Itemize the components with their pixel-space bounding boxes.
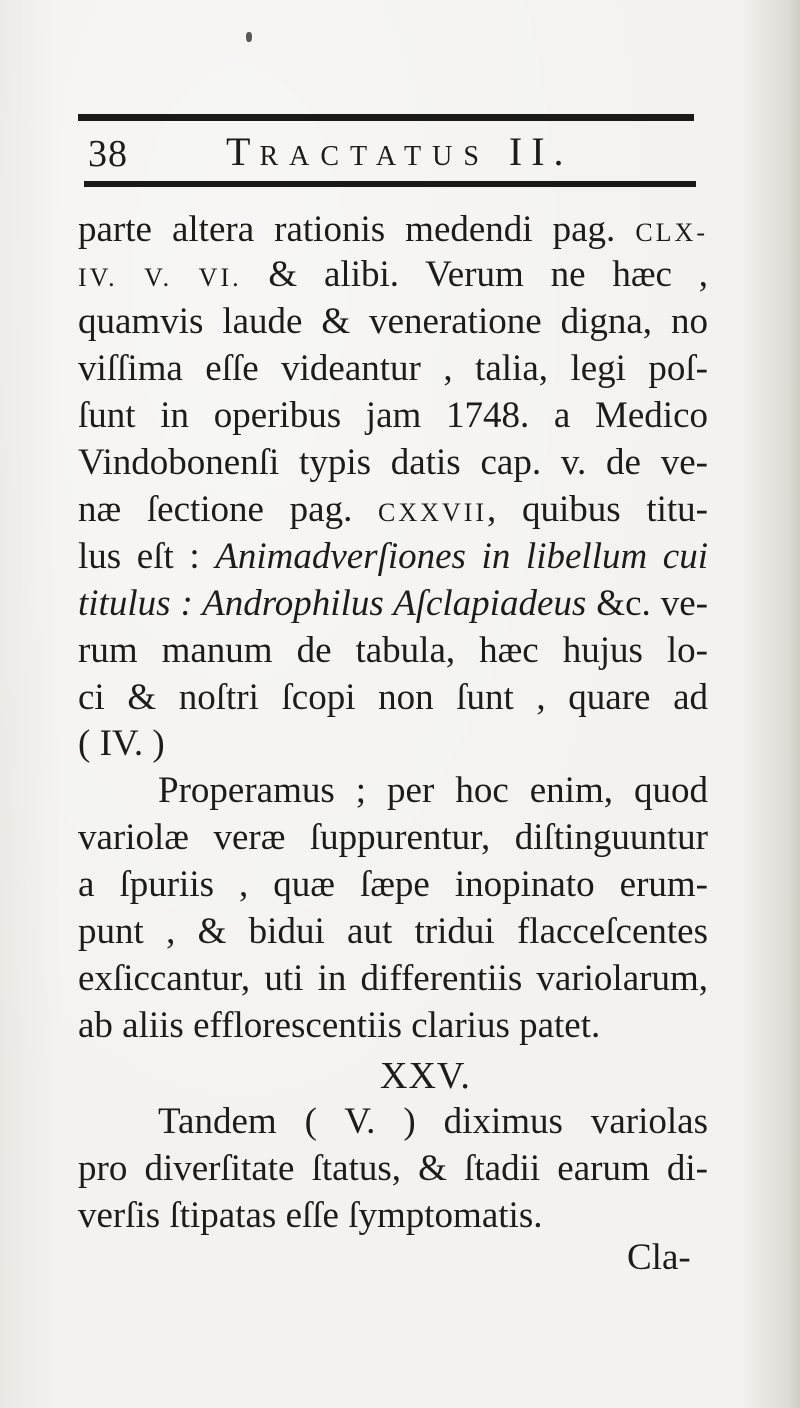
text-line: pro diverſitate ſtatus, & ſtadii earum di- bbox=[78, 1148, 708, 1189]
small-caps-span: IV. V. VI. bbox=[78, 263, 242, 292]
page-number: 38 bbox=[88, 133, 128, 175]
text-line: punt , & bidui aut tridui flacceſcentes bbox=[78, 911, 708, 952]
running-head-title: RACTATUS bbox=[259, 141, 490, 172]
header-bottom-rule bbox=[84, 181, 696, 187]
text-line: ci & noſtri ſcopi non ſunt , quare ad bbox=[78, 677, 708, 718]
section-numeral: XXV. bbox=[380, 1055, 471, 1097]
running-head-initial: T bbox=[226, 129, 260, 174]
small-caps-span: CXXVII bbox=[378, 498, 488, 527]
text-line: quamvis laude & veneratione digna, no bbox=[78, 301, 708, 342]
italic-title-span: Animadverſiones in libellum cui bbox=[215, 536, 708, 577]
text-span: næ ſectione pag. bbox=[78, 489, 379, 530]
text-line: ab aliis efflorescentiis clarius patet. bbox=[78, 1005, 601, 1046]
running-head bbox=[226, 128, 573, 175]
text-line: Vindobonenſi typis datis cap. v. de ve- bbox=[78, 442, 708, 483]
text-line: verſis ſtipatas eſſe ſymptomatis. bbox=[78, 1195, 543, 1236]
header-top-rule bbox=[78, 114, 694, 121]
text-line: Properamus ; per hoc enim, quod bbox=[158, 770, 708, 811]
text-line: ſunt in operibus jam 1748. a Medico bbox=[78, 395, 708, 436]
text-line bbox=[78, 486, 708, 537]
text-span: & alibi. Verum ne hæc , bbox=[241, 254, 708, 295]
text-span: lus eſt : bbox=[78, 536, 216, 577]
small-caps-span: CLX- bbox=[635, 218, 708, 247]
text-span: &c. ve- bbox=[586, 583, 708, 624]
text-line: viſſima eſſe videantur , talia, legi poſ- bbox=[78, 348, 708, 389]
running-head-numeral: II. bbox=[508, 129, 573, 174]
italic-title-span: titulus : Androphilus Aſclapiadeus bbox=[78, 583, 587, 624]
text-line bbox=[78, 580, 708, 628]
section-heading-line: ( IV. ) bbox=[78, 723, 165, 764]
text-span: , quibus titu- bbox=[487, 489, 708, 530]
text-span: parte altera rationis medendi pag. bbox=[78, 209, 636, 250]
text-line: exſiccantur, uti in differentiis variolarum, bbox=[78, 958, 708, 999]
text-line bbox=[78, 251, 708, 302]
text-line bbox=[78, 533, 708, 581]
ink-speck bbox=[246, 32, 252, 42]
text-line: rum manum de tabula, hæc hujus lo- bbox=[78, 630, 708, 671]
catchword: Cla- bbox=[627, 1237, 691, 1278]
text-line: variolæ veræ ſuppurentur, diſtinguuntur bbox=[78, 817, 708, 858]
text-line bbox=[78, 206, 708, 257]
text-line: Tandem ( V. ) diximus variolas bbox=[158, 1101, 708, 1142]
text-line: a ſpuriis , quæ ſæpe inopinato erum- bbox=[78, 864, 708, 905]
